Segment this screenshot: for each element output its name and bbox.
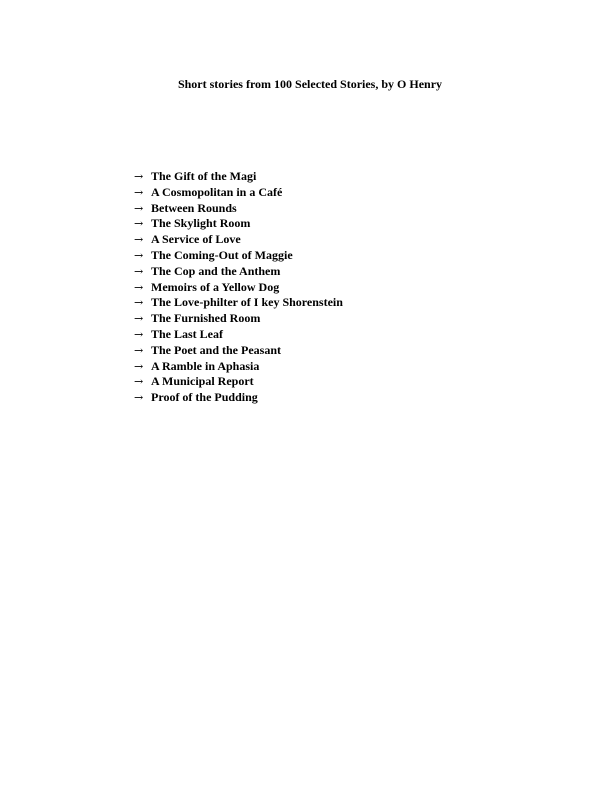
story-title: The Furnished Room	[151, 311, 261, 326]
story-title: The Last Leaf	[151, 326, 223, 341]
list-item	[134, 169, 343, 185]
list-item	[134, 295, 343, 311]
list-item	[134, 264, 343, 280]
arrow-right-icon: →	[134, 248, 144, 262]
arrow-right-icon: →	[134, 359, 144, 373]
story-title: Between Rounds	[151, 200, 237, 215]
story-title: A Cosmopolitan in a Café	[151, 184, 283, 199]
story-title: The Gift of the Magi	[151, 169, 257, 183]
story-title: The Skylight Room	[151, 216, 251, 231]
arrow-right-icon: →	[134, 185, 144, 199]
arrow-right-icon: →	[134, 327, 144, 341]
story-title: A Ramble in Aphasia	[151, 358, 260, 373]
arrow-right-icon: →	[134, 296, 144, 310]
story-title: The Coming-Out of Maggie	[151, 247, 293, 262]
list-item	[134, 232, 343, 248]
arrow-right-icon: →	[134, 391, 144, 405]
arrow-right-icon: →	[134, 375, 144, 389]
list-item	[134, 390, 343, 406]
list-item	[134, 201, 343, 217]
story-title: The Love-philter of I key Shorenstein	[151, 295, 343, 310]
list-item	[134, 343, 343, 359]
story-title: The Poet and the Peasant	[151, 342, 281, 357]
list-item	[134, 374, 343, 390]
arrow-right-icon: →	[134, 280, 144, 294]
arrow-right-icon: →	[134, 264, 144, 278]
story-list	[134, 169, 343, 406]
arrow-right-icon: →	[134, 201, 144, 215]
arrow-right-icon: →	[134, 312, 144, 326]
list-item	[134, 185, 343, 201]
story-title: A Municipal Report	[151, 374, 254, 389]
list-item	[134, 216, 343, 232]
story-title: The Cop and the Anthem	[151, 263, 281, 278]
document-title: Short stories from 100 Selected Stories, by O Henry	[177, 77, 443, 91]
list-item	[134, 280, 343, 296]
story-title: A Service of Love	[151, 232, 241, 247]
list-item	[134, 359, 343, 375]
arrow-right-icon: →	[134, 217, 144, 231]
list-item	[134, 248, 343, 264]
list-item	[134, 327, 343, 343]
arrow-right-icon: →	[134, 343, 144, 357]
list-item	[134, 311, 343, 327]
story-title: Proof of the Pudding	[151, 390, 258, 405]
story-title: Memoirs of a Yellow Dog	[151, 279, 280, 294]
arrow-right-icon: →	[134, 233, 144, 247]
arrow-right-icon: →	[134, 170, 144, 183]
